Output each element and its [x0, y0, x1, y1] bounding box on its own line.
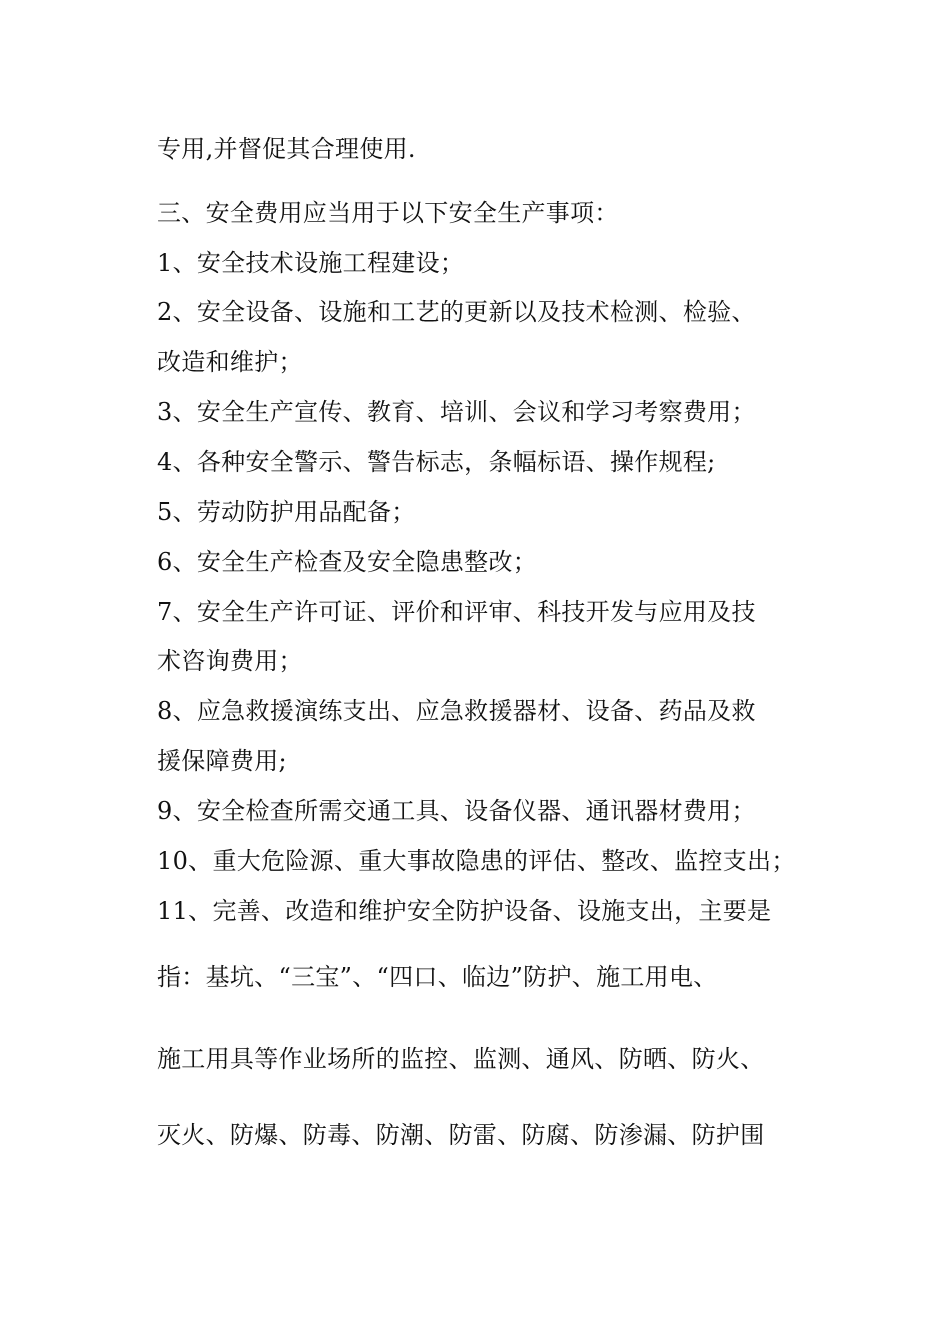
text-line-1: 专用,并督促其合理使用. [157, 135, 416, 163]
text-line-17: 指：基坑、“三宝”、“四口、临边”防护、施工用电、 [157, 963, 718, 991]
text-line-12: 8、应急救援演练支出、应急救援器材、设备、药品及救 [157, 697, 756, 725]
text-line-3: 1、安全技术设施工程建设； [157, 249, 465, 277]
text-line-18: 施工用具等作业场所的监控、监测、通风、防晒、防火、 [157, 1045, 765, 1073]
text-line-5: 改造和维护； [157, 348, 303, 376]
text-line-11: 术咨询费用； [157, 647, 303, 675]
text-line-16: 11、完善、改造和维护安全防护设备、设施支出，主要是 [157, 897, 772, 925]
text-line-15: 10、重大危险源、重大事故隐患的评估、整改、监控支出； [157, 847, 796, 875]
text-line-14: 9、安全检查所需交通工具、设备仪器、通讯器材费用； [157, 797, 756, 825]
text-line-8: 5、劳动防护用品配备； [157, 498, 416, 526]
text-line-9: 6、安全生产检查及安全隐患整改； [157, 548, 538, 576]
text-line-2: 三、安全费用应当用于以下安全生产事项： [157, 199, 619, 227]
text-line-4: 2、安全设备、设施和工艺的更新以及技术检测、检验、 [157, 298, 756, 326]
text-line-13: 援保障费用; [157, 747, 287, 775]
text-line-6: 3、安全生产宣传、教育、培训、会议和学习考察费用； [157, 398, 756, 426]
text-line-19: 灭火、防爆、防毒、防潮、防雷、防腐、防渗漏、防护围 [157, 1121, 765, 1149]
text-line-10: 7、安全生产许可证、评价和评审、科技开发与应用及技 [157, 598, 756, 626]
text-line-7: 4、各种安全警示、警告标志，条幅标语、操作规程; [157, 448, 716, 476]
